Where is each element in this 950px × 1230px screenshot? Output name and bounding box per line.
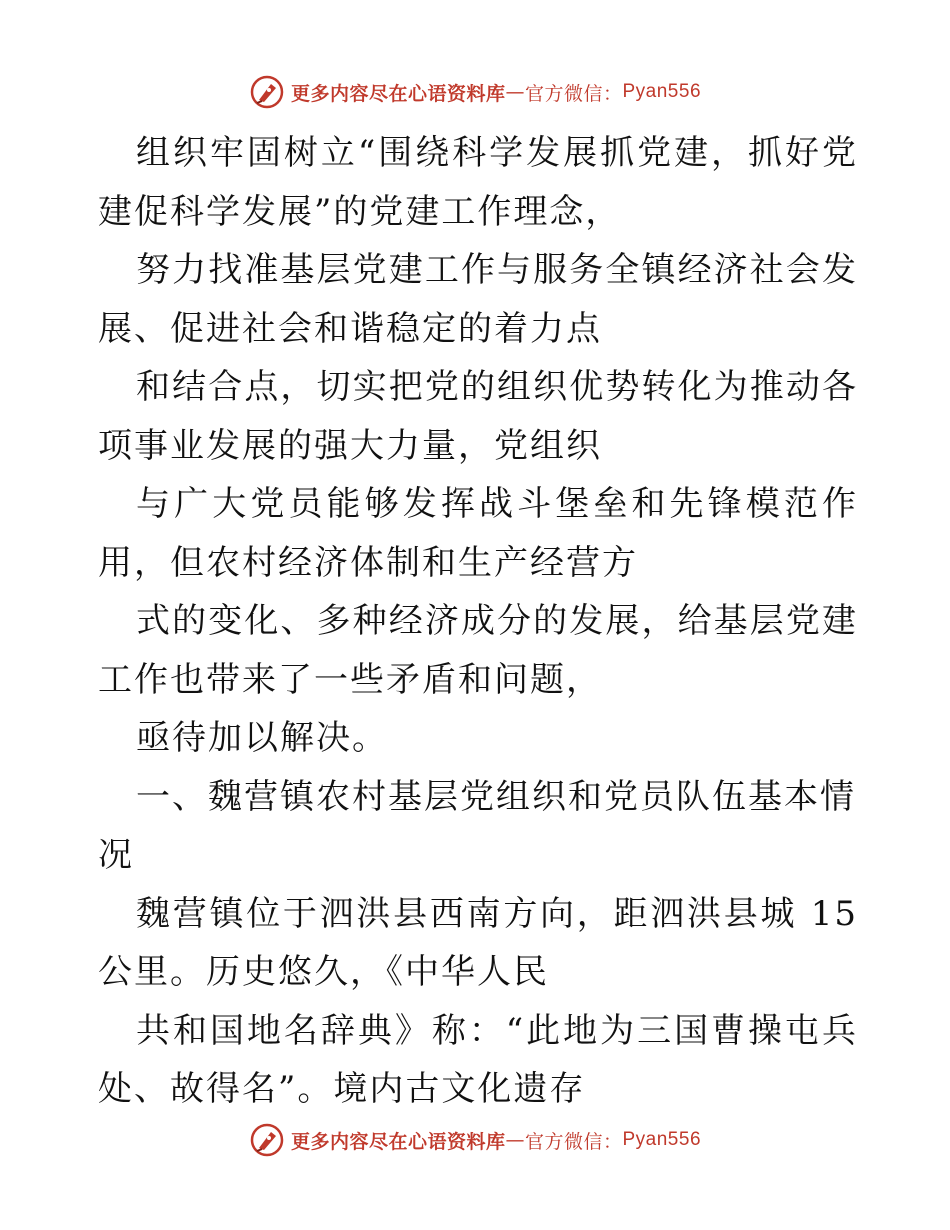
banner-wechat-id: Pyan556: [622, 81, 702, 102]
paragraph-5: 式的变化、多种经济成分的发展，给基层党建工作也带来了一些矛盾和问题，: [98, 601, 858, 700]
banner-wechat-id: Pyan556: [622, 1129, 702, 1150]
paragraph-4: 与广大党员能够发挥战斗堡垒和先锋模范作用，但农村经济体制和生产经营方: [98, 484, 858, 583]
document-body: [98, 124, 858, 1119]
banner-main-text: 更多内容尽在心语资料库: [290, 82, 506, 105]
banner-main-text: 更多内容尽在心语资料库: [290, 1130, 506, 1153]
pen-nib-circle-icon: [249, 74, 285, 110]
banner-wechat-label: 官方微信：: [524, 82, 623, 105]
paragraph-7: 魏营镇位于泗洪县西南方向，距泗洪县城 15 公里。历史悠久，《中华人民: [98, 893, 858, 992]
section-heading: 一、魏营镇农村基层党组织和党员队伍基本情况: [98, 776, 856, 875]
paragraph-2: 努力找准基层党建工作与服务全镇经济社会发展、促进社会和谐稳定的着力点: [98, 250, 858, 349]
banner-wechat-label: 官方微信：: [524, 1130, 623, 1153]
paragraph-6: 亟待加以解决。: [136, 718, 388, 758]
pen-nib-circle-icon: [249, 1122, 285, 1158]
paragraph-1: 组织牢固树立“围绕科学发展抓党建，抓好党建促科学发展”的党建工作理念，: [98, 133, 858, 232]
header-banner: [0, 72, 950, 112]
banner-separator: —: [505, 1129, 525, 1151]
footer-banner: [0, 1120, 950, 1160]
paragraph-3: 和结合点，切实把党的组织优势转化为推动各项事业发展的强大力量，党组织: [98, 367, 858, 466]
paragraph-8: 共和国地名辞典》称：“此地为三国曹操屯兵处、故得名”。境内古文化遗存: [98, 1010, 858, 1109]
banner-separator: —: [505, 81, 525, 103]
